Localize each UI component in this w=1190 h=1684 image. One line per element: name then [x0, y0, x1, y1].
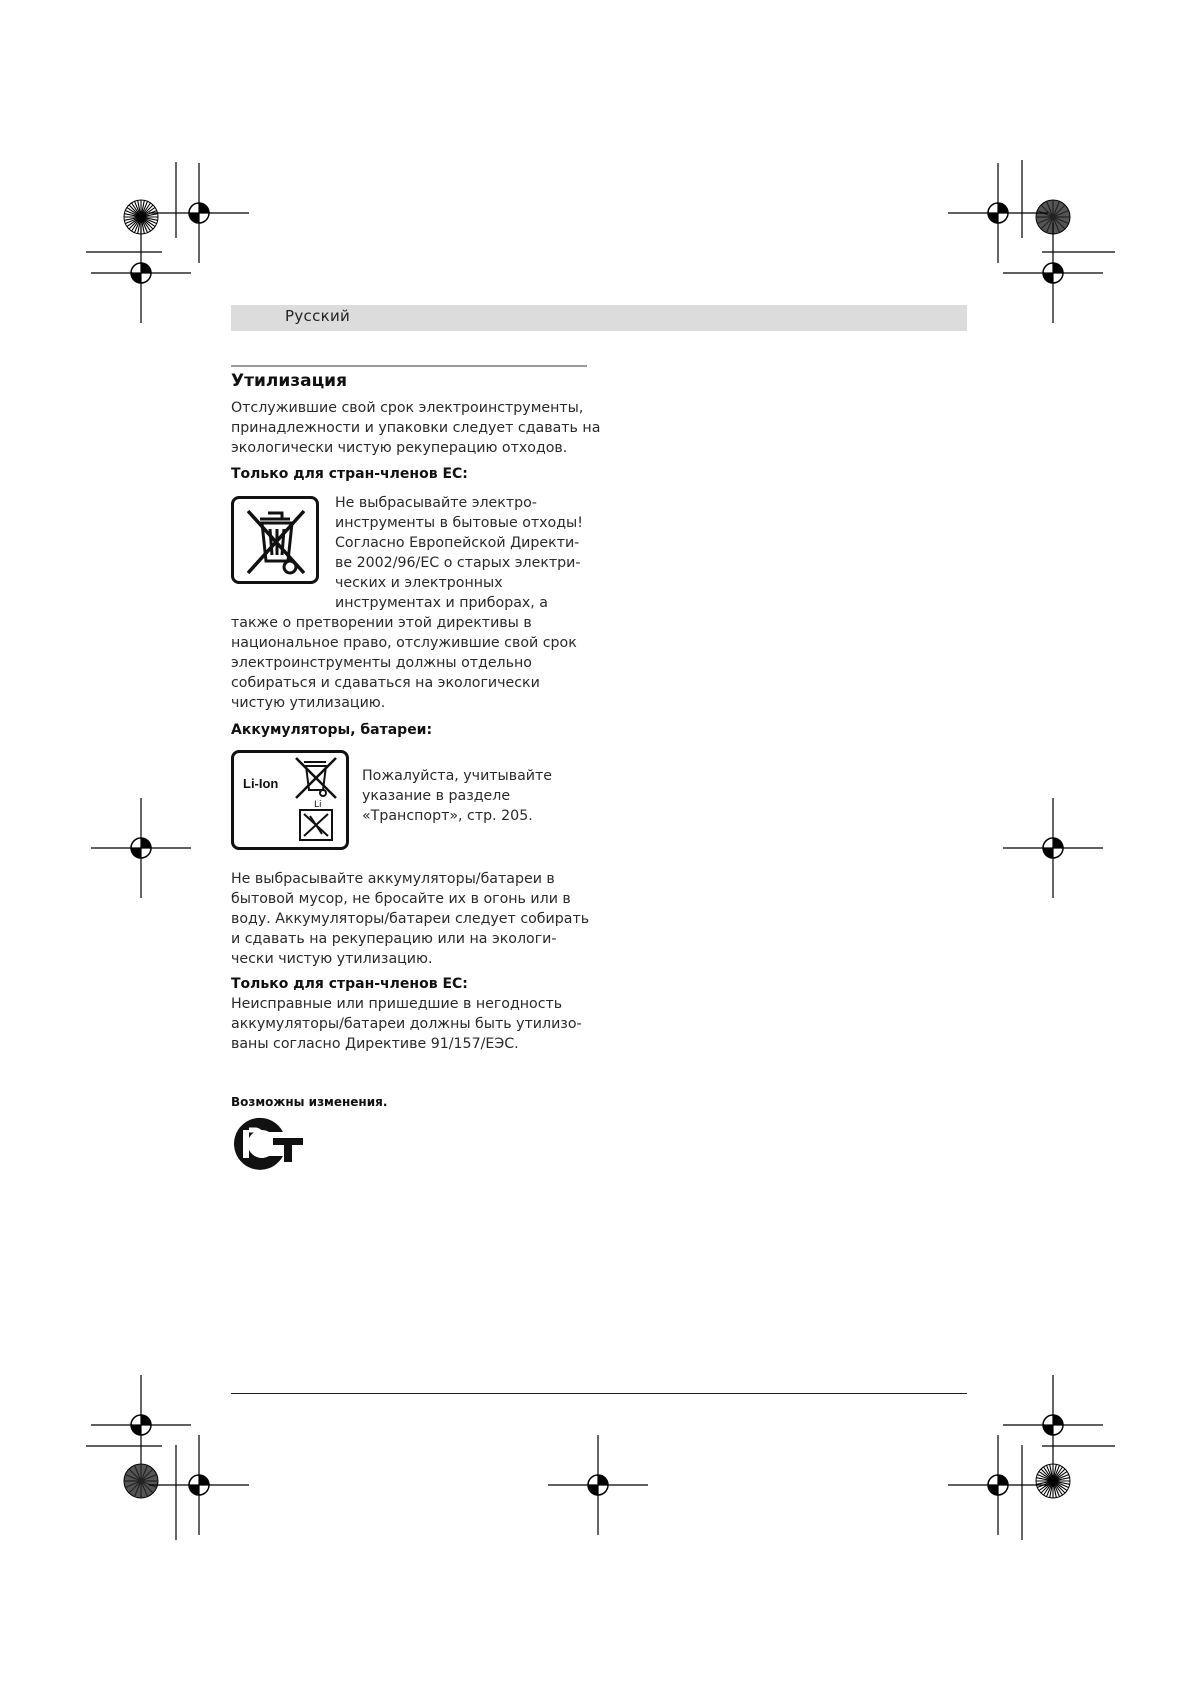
eu-paragraph-below-icon: [231, 613, 577, 713]
footer-rule: [231, 1393, 967, 1394]
text-line: ческих и электронных: [335, 575, 503, 591]
eu-paragraph-beside-icon: [335, 493, 583, 613]
intro-paragraph: [231, 398, 600, 458]
text-line: аккумуляторы/батареи должны быть утилизо-: [231, 1016, 582, 1032]
text-line: национальное право, отслужившие свой срок: [231, 635, 577, 651]
batteries-heading: Аккумуляторы, батареи:: [231, 722, 433, 738]
li-sublabel: Li: [314, 800, 322, 810]
text-line: Не выбрасывайте аккумуляторы/батареи в: [231, 871, 555, 887]
batteries-disposal-paragraph: [231, 869, 589, 969]
text-line: ваны согласно Директиве 91/157/ЕЭС.: [231, 1036, 519, 1052]
crossed-bin-icon: [234, 499, 316, 581]
text-line: экологически чистую рекуперацию отходов.: [231, 440, 568, 456]
transport-note: [362, 766, 552, 826]
li-ion-battery-icon: [231, 750, 349, 850]
section-title: Утилизация: [231, 371, 348, 391]
eu-heading: Только для стран-членов ЕС:: [231, 466, 468, 482]
text-line: Отслужившие свой срок электроинструменты,: [231, 400, 584, 416]
text-line: электроинструменты должны отдельно: [231, 655, 532, 671]
text-line: инструментах и приборах, а: [335, 595, 549, 611]
text-line: Пожалуйста, учитывайте: [362, 768, 553, 784]
li-ion-label: Li-Ion: [243, 776, 279, 791]
text-line: Неисправные или пришедшие в негодность: [231, 996, 563, 1012]
changes-note: Возможны изменения.: [231, 1095, 388, 1109]
text-line: чистую утилизацию.: [231, 695, 386, 711]
text-line: Не выбрасывайте электро-: [335, 495, 537, 511]
weee-bin-icon: [231, 496, 319, 584]
batteries-eu-paragraph: [231, 994, 582, 1054]
header-language: Русский: [285, 307, 351, 325]
text-line: воду. Аккумуляторы/батареи следует собирать: [231, 911, 590, 927]
text-line: и сдавать на рекуперацию или на экологи-: [231, 931, 557, 947]
text-line: ве 2002/96/ЕС о старых электри-: [335, 555, 581, 571]
section-rule: [231, 365, 587, 367]
text-line: указание в разделе: [362, 788, 511, 804]
text-line: принадлежности и упаковки следует сдавать на: [231, 420, 601, 436]
batteries-eu-heading: Только для стран-членов ЕС:: [231, 976, 468, 992]
text-line: собираться и сдаваться на экологически: [231, 675, 540, 691]
text-line: бытовой мусор, не бросайте их в огонь или в: [231, 891, 571, 907]
text-line: инструменты в бытовые отходы!: [335, 515, 583, 531]
text-line: чески чистую утилизацию.: [231, 951, 433, 967]
pct-certification-logo: [229, 1116, 305, 1172]
text-line: также о претворении этой директивы в: [231, 615, 532, 631]
text-line: Согласно Европейской Директи-: [335, 535, 580, 551]
text-line: «Транспорт», стр. 205.: [362, 808, 533, 824]
